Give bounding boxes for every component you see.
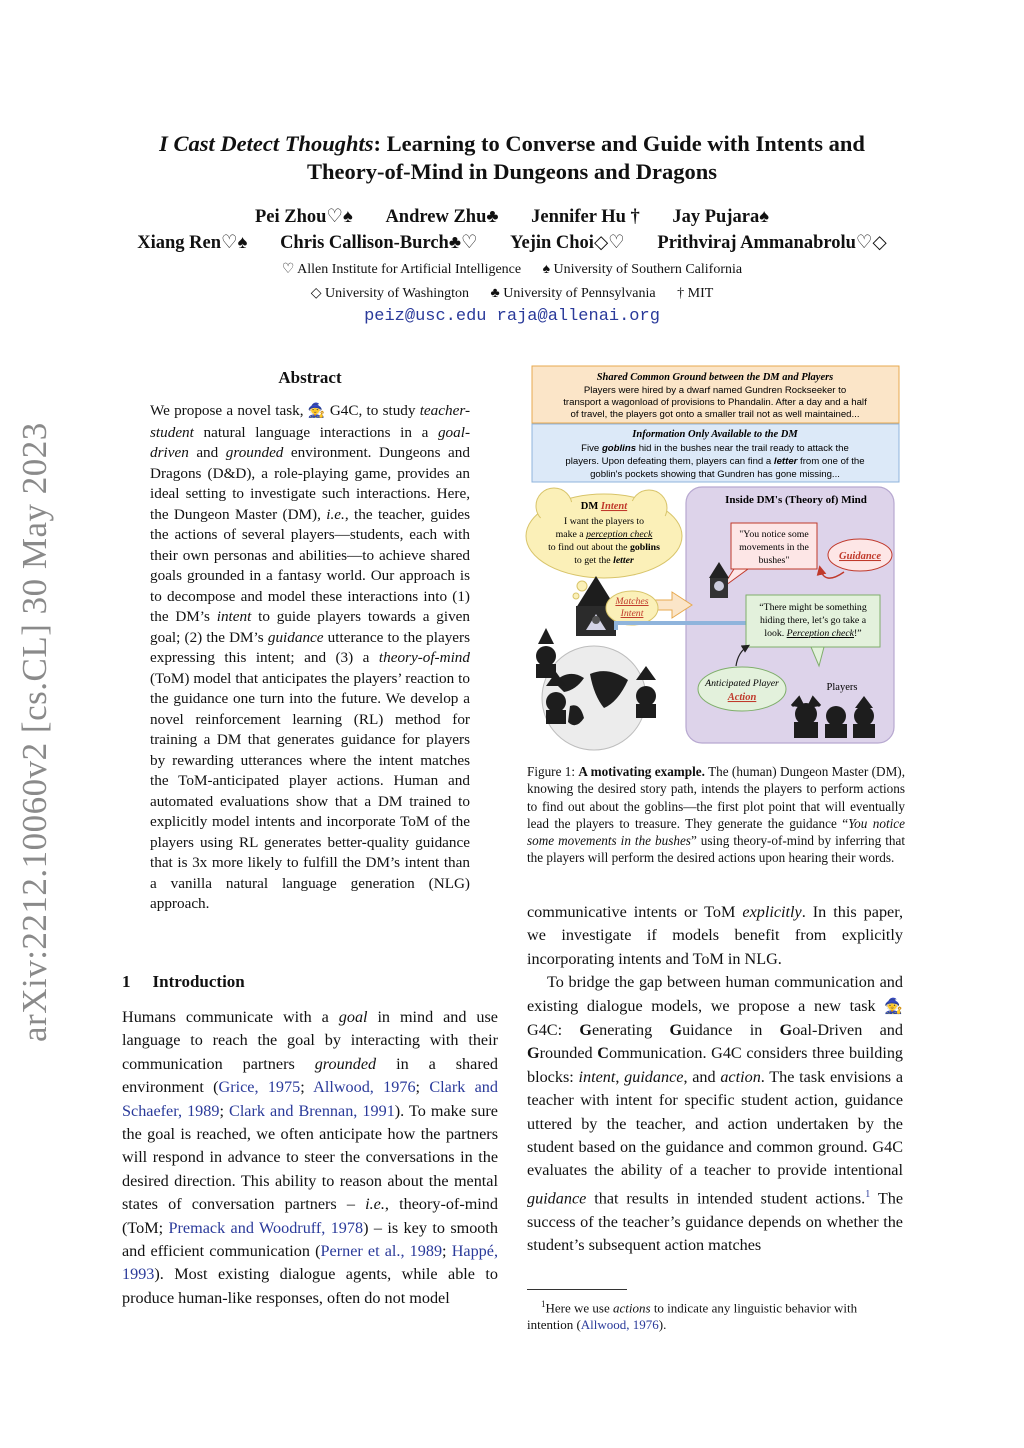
author: Prithviraj Ammanabrolu♡◇ (657, 233, 887, 253)
title-line2: Theory-of-Mind in Dungeons and Dragons (306, 159, 718, 184)
anticipated-label: Anticipated Player (705, 678, 779, 689)
authors-row-2 (60, 232, 964, 254)
title-rest: : Learning to Converse and Guide with Intents and (373, 131, 865, 156)
player-quote-line: look. Perception check!” (764, 628, 862, 639)
citation-link[interactable]: Perner et al., 1989 (320, 1242, 443, 1261)
intent-line: make a perception check (555, 529, 653, 540)
abstract-body: We propose a novel task, 🧙 G4C, to study teacher-student natural language interactions in a goal-driven and grounded environment. Dungeons and Dragons (D&D), a role-playing game, provides an ideal setting to investigate such interactions. Here, the Dungeon Master (DM), i.e., the teacher, guides the actions of several players—students, each with their own personas and abilities—to achieve shared goals grounded in a fantasy world. Our approach is to decompose and model these interactions into (1) the DM’s intent to guide players towards a given goal; (2) the DM’s guidance utterance to the players expressing this intent; and (3) a theory-of-mind (ToM) model that anticipates the players’ reaction to the guidance one turn into the future. We develop a novel reinforcement learning (RL) method for training a DM that generates guidance for players by rewarding utterances where the intent matches the ToM-anticipated player actions. Human and automated evaluations show that a DM trained to explicitly model intents and incorporate ToM of the players using RL generates better-quality guidance that is 3x more likely to fulfill the DM’s intent than a vanilla natural language generation (NLG) approach. (150, 402, 471, 912)
citation-link[interactable]: Grice, 1975 (218, 1078, 301, 1097)
common-ground-line: of travel, the players got onto a smaller trail not as well maintained... (570, 409, 860, 420)
paper-title (100, 130, 924, 186)
figure-caption: Figure 1: A motivating example. The (human) Dungeon Master (DM), knowing the desired story path, intends the players to perform actions to find out about the goblins—the first plot point that will eventually lead the players to treasure. They generate the guidance “You notice some movements in the bushes” using theory-of-mind by inferring that the players will perform the desired actions upon hearing their words. (527, 764, 905, 866)
citation-link[interactable]: Allwood, 1976 (313, 1078, 416, 1097)
citation-link[interactable]: Clark and Brennan, 1991 (229, 1101, 395, 1120)
dm-info-line: players. Upon defeating them, players can find a letter from one of the (565, 456, 865, 467)
intent-line: I want the players to (564, 516, 644, 527)
players-label: Players (826, 682, 858, 693)
arxiv-stamp: arXiv:2212.10060v2 [cs.CL] 30 May 2023 (15, 422, 54, 1042)
footnote: $^1$Here we use actions to indicate any linguistic behavior with intention (Allwood, 1976). (527, 1299, 858, 1333)
dm-info-title: Information Only Available to the DM (632, 429, 798, 440)
guidance-quote-line: movements in the (739, 542, 809, 553)
figure-1 (524, 362, 906, 752)
author: Xiang Ren♡♠ (137, 233, 248, 253)
tom-title: Inside DM's (Theory of) Mind (725, 494, 867, 506)
author: Yejin Choi◇♡ (510, 233, 625, 253)
affiliation: † MIT (677, 286, 714, 301)
guidance-quote-line: bushes" (758, 555, 790, 566)
right-column-body: communicative intents or ToM explicitly. In this paper, we investigate if models benefit from explicitly incorporating intents and ToM in NLG. To bridge the gap between human communication and existing dialogue models, we propose a new task 🧙 G4C: Generating Guidance in Goal-Driven and Grounded Communication. G4C considers three building blocks: intent, guidance, and action. The task envisions a teacher with intent for specific student action, guidance uttered by the teacher, and action undertaken by the student based on the guidance and common ground. G4C evaluates the ability of a teacher to provide intentional guidance that results in intended student actions.$^1$ The success of the teacher’s guidance depends on whether the student’s subsequent action matches (527, 903, 904, 1255)
dm-info-line: goblin's pockets showing that Gundren has gone missing... (590, 469, 840, 480)
common-ground-line: Players were hired by a dwarf named Gundren Rockseeker to (583, 385, 847, 396)
common-ground-line: transport a wagonload of provisions to Phandalin. After a day and a half (563, 397, 867, 408)
wizard-icon: 🧙 (884, 998, 903, 1015)
matches-label: Intent (620, 608, 644, 619)
author: Jennifer Hu † (531, 207, 640, 227)
affiliations-row-2 (60, 285, 964, 302)
guidance-quote-line: "You notice some (739, 529, 809, 540)
author: Jay Pujara♠ (672, 207, 770, 227)
citation-link[interactable]: Premack and Woodruff, 1978 (168, 1218, 364, 1237)
author: Chris Callison-Burch♣♡ (280, 233, 478, 253)
wizard-icon: 🧙 (307, 404, 326, 419)
anticipated-action: Action (727, 692, 757, 703)
common-ground-title: Shared Common Ground between the DM and Players (596, 372, 834, 383)
affiliations-row-1 (60, 261, 964, 278)
authors-row-1 (60, 206, 964, 228)
affiliation: ♣ University of Pennsylvania (490, 286, 656, 301)
footnote-marker[interactable]: 1 (865, 1188, 871, 1200)
author-emails[interactable]: peiz@usc.edu raja@allenai.org (364, 307, 660, 326)
author: Andrew Zhu♣ (385, 207, 499, 227)
player-quote-line: hiding there, let’s go take a (759, 615, 867, 626)
abstract-heading: Abstract (278, 368, 342, 387)
dm-info-line: Five goblins hid in the bushes near the trail ready to attack the (581, 443, 849, 454)
anticipated-action-cloud (698, 667, 786, 711)
intent-line: to get the letter (574, 555, 634, 566)
intro-heading: 1 Introduction (122, 972, 245, 991)
footnote-rule (527, 1289, 627, 1290)
title-italic: I Cast Detect Thoughts (159, 131, 374, 156)
affiliation: ♡ Allen Institute for Artificial Intelligence (281, 262, 522, 277)
affiliation: ♠ University of Southern California (542, 262, 743, 277)
citation-link[interactable]: Happé, 1993 (122, 1242, 498, 1284)
intro-body: Humans communicate with a goal in mind and use language to reach the goal by interacting with their communication partners grounded in a shared environment (Grice, 1975; Allwood, 1976; Clark and Schaefer, 1989; Clark and Brennan, 1991). To make sure the goal is reached, we often anticipate how the partners will respond in advance to steer the conversations in the desired direction. This ability to reason about the mental states of conversation partners – i.e., theory-of-mind (ToM; Premack and Woodruff, 1978) – is key to smooth and efficient communication (Perner et al., 1989; Happé, 1993). Most existing dialogue agents, while able to produce human-like responses, often do not model (122, 1008, 498, 1307)
player-quote-line: “There might be something (759, 602, 867, 613)
citation-link[interactable]: Clark and Schaefer, 1989 (122, 1078, 498, 1120)
author: Pei Zhou♡♠ (254, 207, 353, 227)
intent-line: to find out about the goblins (548, 542, 660, 553)
intent-label: DM Intent (580, 501, 628, 512)
affiliation: ◇ University of Washington (310, 286, 470, 301)
guidance-label: Guidance (839, 551, 881, 562)
matches-label: Matches (615, 596, 649, 607)
citation-link[interactable]: Allwood, 1976 (580, 1317, 659, 1333)
